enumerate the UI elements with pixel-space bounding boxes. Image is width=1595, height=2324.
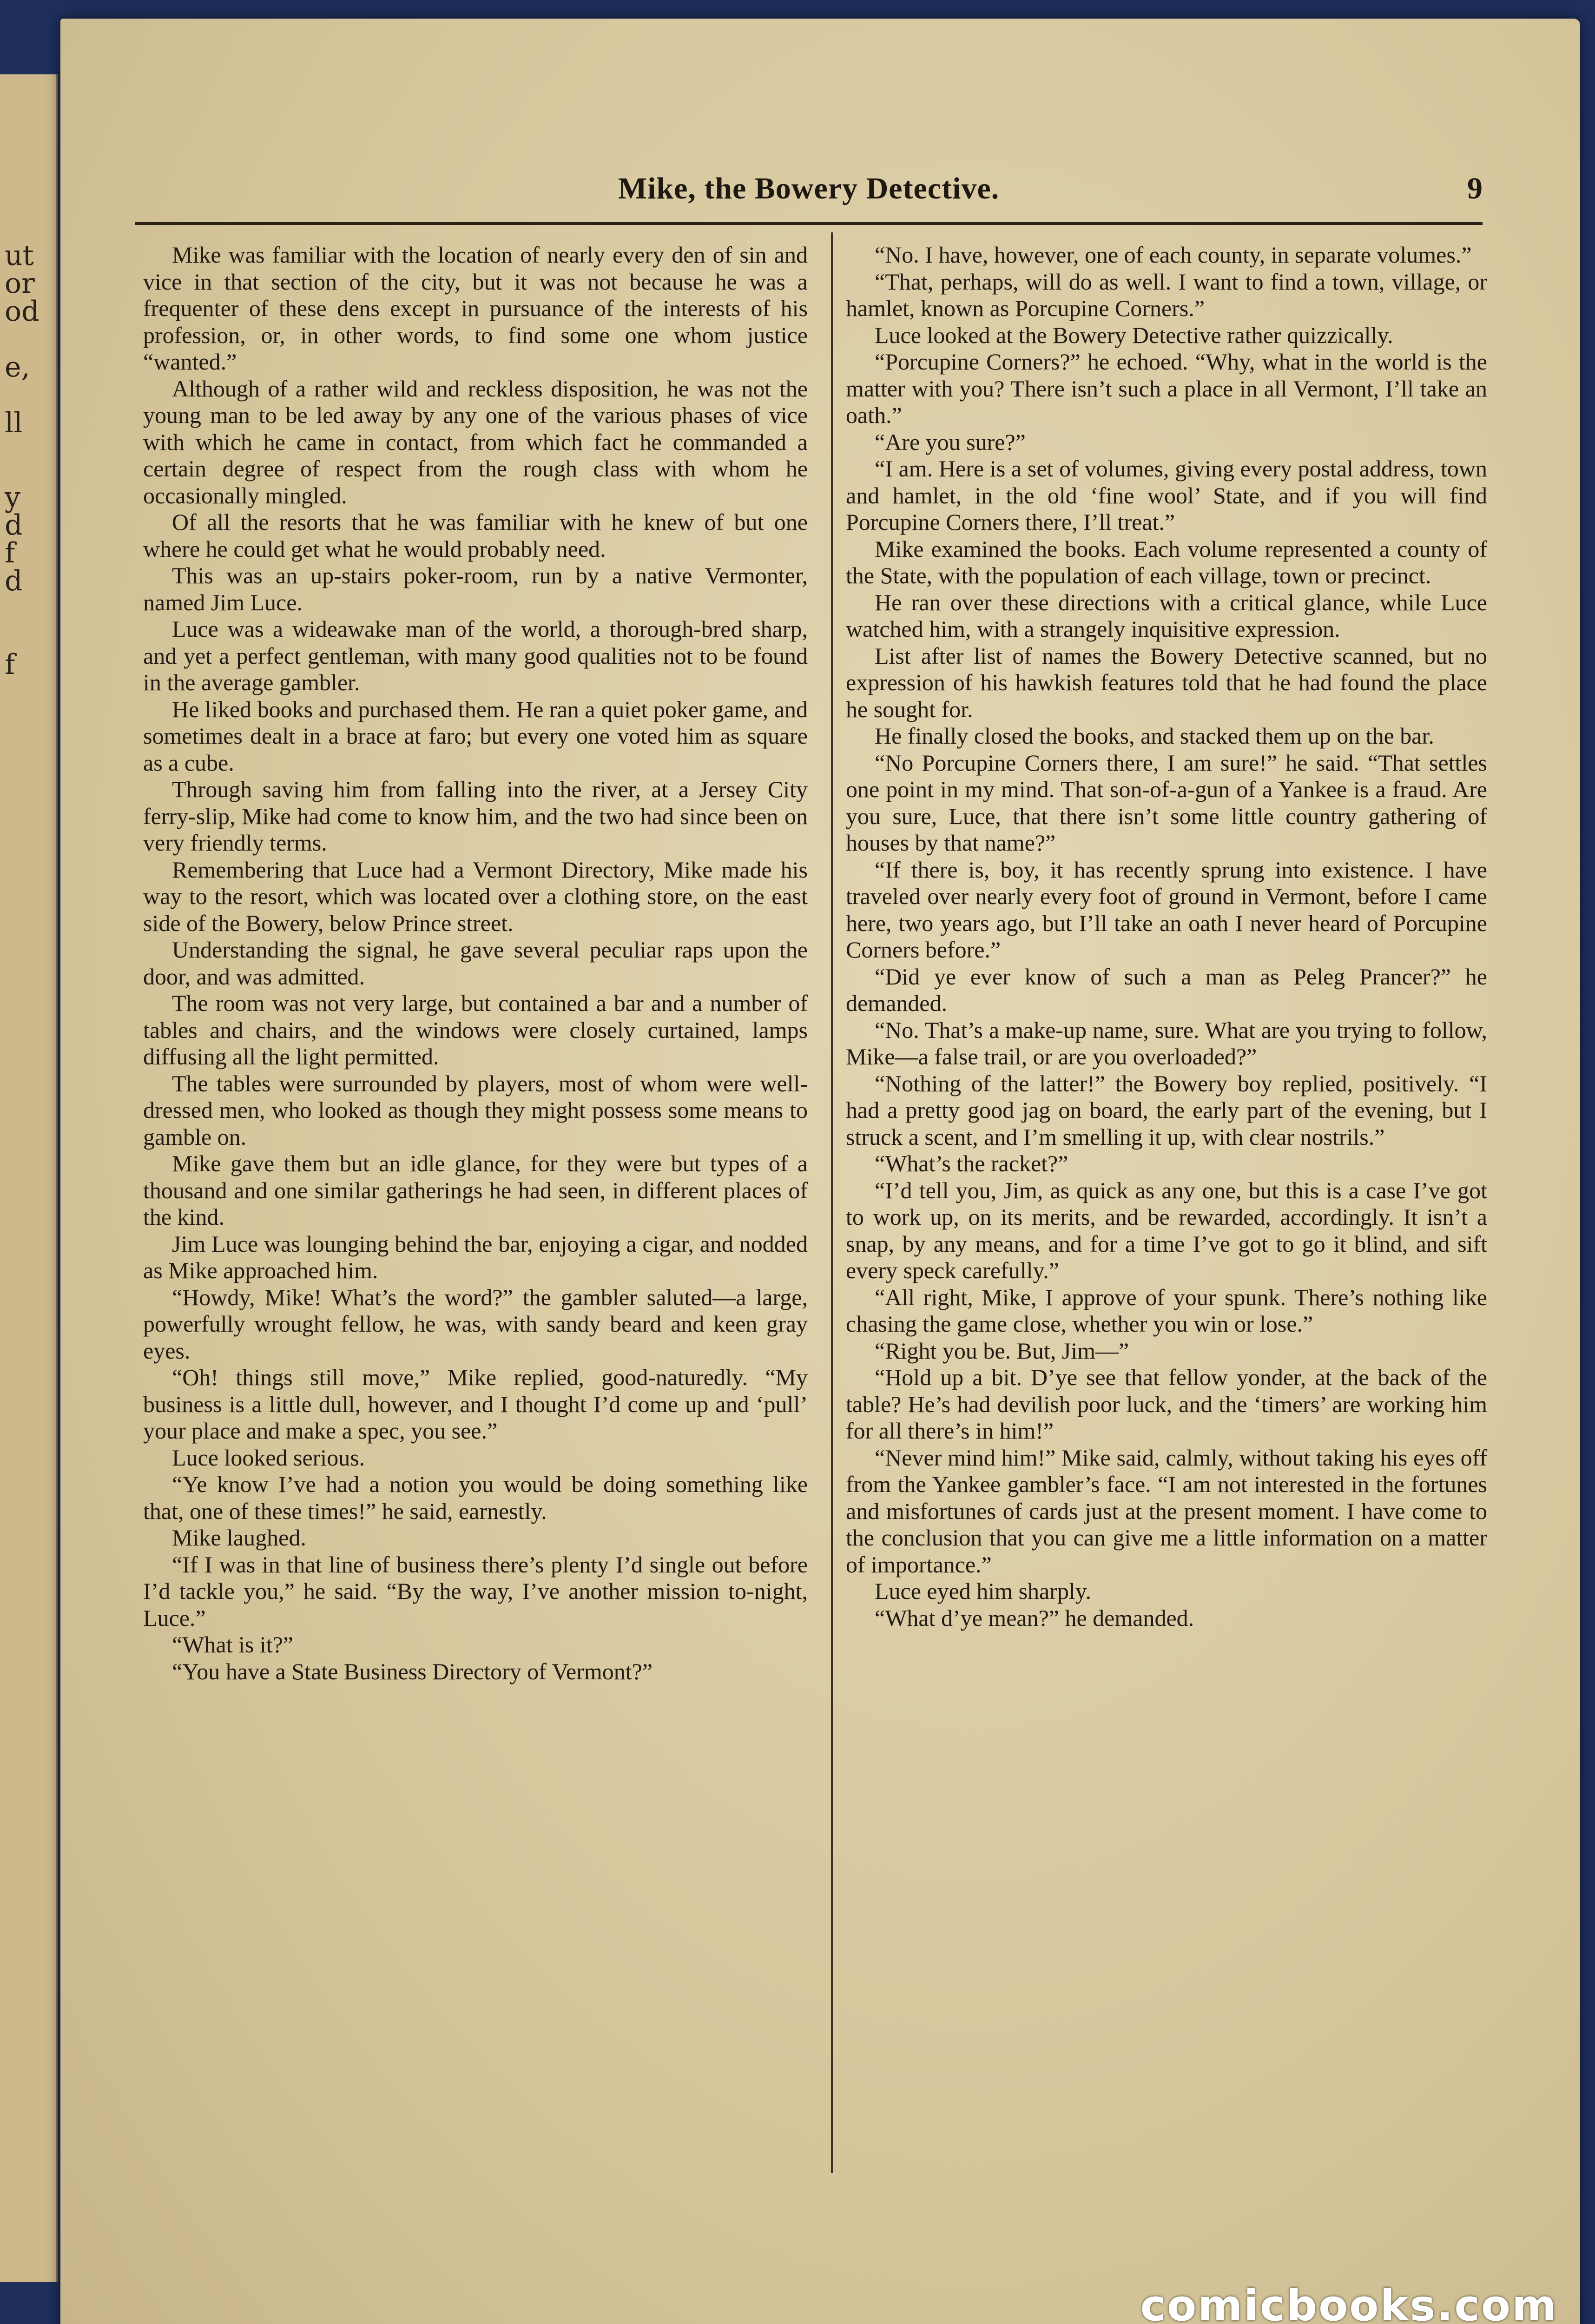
paragraph: Luce looked serious. bbox=[172, 1444, 365, 1471]
paragraph: “I am. Here is a set of volumes, giving every postal address, town and hamlet, in the old ‘fine wool’ State, and if you will find Porcupine Corners there, I’ll treat.” bbox=[846, 456, 1487, 535]
previous-page-edge bbox=[0, 74, 58, 2282]
page-number: 9 bbox=[1467, 172, 1483, 205]
paragraph: “No Porcupine Corners there, I am sure!” he said. “That settles one point in my mind. That son-of-a-gun of a Yankee is a fraud. Are you sure, Luce, that there isn’t some little country gathering of houses by that name?” bbox=[846, 749, 1487, 856]
edge-fragment: y bbox=[5, 481, 20, 514]
paragraph: “What’s the racket?” bbox=[875, 1150, 1068, 1176]
edge-fragment: ut bbox=[5, 239, 34, 272]
paragraph: “No. That’s a make-up name, sure. What are you trying to follow, Mike—a false trail, or are you overloaded?” bbox=[846, 1017, 1487, 1070]
paragraph: “What d’ye mean?” he demanded. bbox=[875, 1604, 1194, 1631]
paragraph: “Howdy, Mike! What’s the word?” the gambler saluted—a large, powerfully wrought fellow, he was, with sandy beard and keen gray eyes. bbox=[143, 1284, 808, 1364]
paragraph: Of all the resorts that he was familiar with he knew of but one where he could get what he would probably need. bbox=[143, 509, 808, 562]
paragraph: “If I was in that line of business there’s plenty I’d single out before I’d tackle you,” he said. “By the way, I’ve another mission to-night, Luce.” bbox=[143, 1551, 808, 1631]
edge-fragment: f bbox=[5, 537, 15, 569]
paragraph: The tables were surrounded by players, most of whom were well-dressed men, who looked as though they might possess some means to gamble on. bbox=[143, 1070, 808, 1150]
paragraph: This was an up-stairs poker-room, run by a native Vermonter, named Jim Luce. bbox=[143, 562, 808, 615]
paragraph: “Ye know I’ve had a notion you would be doing something like that, one of these times!” he said, earnestly. bbox=[143, 1471, 808, 1524]
paragraph: “Did ye ever know of such a man as Peleg Prancer?” he demanded. bbox=[846, 963, 1487, 1016]
paragraph: Mike gave them but an idle glance, for they were but types of a thousand and one similar gatherings he had seen, in different places of the kind. bbox=[143, 1150, 808, 1230]
header-rule bbox=[135, 222, 1483, 225]
paragraph: “All right, Mike, I approve of your spunk. There’s nothing like chasing the game close, whether you win or lose.” bbox=[846, 1284, 1487, 1337]
paragraph: Luce looked at the Bowery Detective rather quizzically. bbox=[875, 322, 1393, 348]
edge-fragment: f bbox=[5, 648, 15, 681]
paragraph: Remembering that Luce had a Vermont Directory, Mike made his way to the resort, which was located over a clothing store, on the east side of the Bowery, below Prince street. bbox=[143, 856, 808, 936]
column-divider bbox=[831, 232, 833, 2173]
paragraph: “I’d tell you, Jim, as quick as any one, but this is a case I’ve got to work up, on its merits, and be rewarded, accordingly. It isn’t a snap, by any means, and for a time I’ve got to go it blind, and sift every speck carefully.” bbox=[846, 1177, 1487, 1283]
paragraph: Understanding the signal, he gave several peculiar raps upon the door, and was admitted. bbox=[143, 937, 808, 990]
paragraph: “Right you be. But, Jim—” bbox=[875, 1337, 1129, 1364]
paragraph: Jim Luce was lounging behind the bar, enjoying a cigar, and nodded as Mike approached him. bbox=[143, 1230, 808, 1283]
paragraph: Mike was familiar with the location of nearly every den of sin and vice in that section of the city, but it was not because he was a frequenter of these dens except in pursuance of the interests of his profession, or, in other words, to find some one whom justice “wanted.” bbox=[143, 242, 808, 375]
edge-fragment: d bbox=[5, 509, 23, 541]
edge-fragment: od bbox=[5, 295, 40, 328]
paragraph: Through saving him from falling into the river, at a Jersey City ferry-slip, Mike had come to know him, and the two had since been on very friendly terms. bbox=[143, 776, 808, 856]
edge-fragment: d bbox=[5, 565, 23, 597]
running-title: Mike, the Bowery Detective. bbox=[618, 172, 1000, 205]
edge-fragment: e, bbox=[5, 351, 30, 383]
paragraph: “Nothing of the latter!” the Bowery boy replied, positively. “I had a pretty good jag on board, the early part of the evening, but I struck a scent, and I’m smelling it up, with clear nostrils.” bbox=[846, 1070, 1487, 1150]
watermark: comicbooks.com bbox=[1140, 2281, 1558, 2324]
left-column bbox=[143, 242, 808, 1685]
paragraph: “Oh! things still move,” Mike replied, good-naturedly. “My business is a little dull, however, and I thought I’d come up and ‘pull’ your place and make a spec, you see.” bbox=[143, 1364, 808, 1444]
book-page bbox=[60, 19, 1580, 2324]
paragraph: Mike laughed. bbox=[172, 1525, 306, 1551]
paragraph: “Hold up a bit. D’ye see that fellow yonder, at the back of the table? He’s had devilish poor luck, and the ‘timers’ are working him for all there’s in him!” bbox=[846, 1364, 1487, 1444]
paragraph: He liked books and purchased them. He ran a quiet poker game, and sometimes dealt in a brace at faro; but every one voted him as square as a cube. bbox=[143, 696, 808, 776]
paragraph: Luce was a wideawake man of the world, a thorough-bred sharp, and yet a perfect gentleman, with many good qualities not to be found in the average gambler. bbox=[143, 616, 808, 695]
paragraph: “You have a State Business Directory of Vermont?” bbox=[172, 1658, 653, 1684]
paragraph: Although of a rather wild and reckless disposition, he was not the young man to be led away by any one of the various phases of vice with which he came in contact, from which fact he commanded a certain degree of respect from the rough class with whom he occasionally mingled. bbox=[143, 375, 808, 508]
paragraph: “Porcupine Corners?” he echoed. “Why, what in the world is the matter with you? There isn’t such a place in all Vermont, I’ll take an oath.” bbox=[846, 349, 1487, 428]
paragraph: “Never mind him!” Mike said, calmly, without taking his eyes off from the Yankee gambler’s face. “I am not interested in the fortunes and misfortunes of cards just at the present moment. I have come to the conclusion that you can give me a little information on a matter of importance.” bbox=[846, 1444, 1487, 1578]
paragraph: He ran over these directions with a critical glance, while Luce watched him, with a strangely inquisitive expression. bbox=[846, 589, 1487, 642]
paragraph: “If there is, boy, it has recently sprung into existence. I have traveled over nearly every foot of ground in Vermont, before I came here, two years ago, but I’ll take an oath I never heard of Porcupine Corners before.” bbox=[846, 856, 1487, 963]
paragraph: “No. I have, however, one of each county, in separate volumes.” bbox=[875, 242, 1472, 268]
paragraph: “Are you sure?” bbox=[875, 429, 1026, 455]
right-column bbox=[846, 242, 1487, 1631]
paragraph: “What is it?” bbox=[172, 1631, 293, 1657]
edge-fragment: or bbox=[5, 267, 35, 300]
edge-fragment: ll bbox=[5, 407, 23, 439]
paragraph: The room was not very large, but contained a bar and a number of tables and chairs, and the windows were closely curtained, lamps diffusing all the light permitted. bbox=[143, 990, 808, 1070]
page-header bbox=[135, 158, 1483, 232]
paragraph: Luce eyed him sharply. bbox=[875, 1578, 1092, 1604]
paragraph: List after list of names the Bowery Detective scanned, but no expression of his hawkish features told that he had found the place he sought for. bbox=[846, 642, 1487, 722]
paragraph: He finally closed the books, and stacked them up on the bar. bbox=[875, 723, 1434, 749]
paragraph: Mike examined the books. Each volume represented a county of the State, with the population of each village, town or precinct. bbox=[846, 535, 1487, 588]
paragraph: “That, perhaps, will do as well. I want to find a town, village, or hamlet, known as Porcupine Corners.” bbox=[846, 268, 1487, 321]
